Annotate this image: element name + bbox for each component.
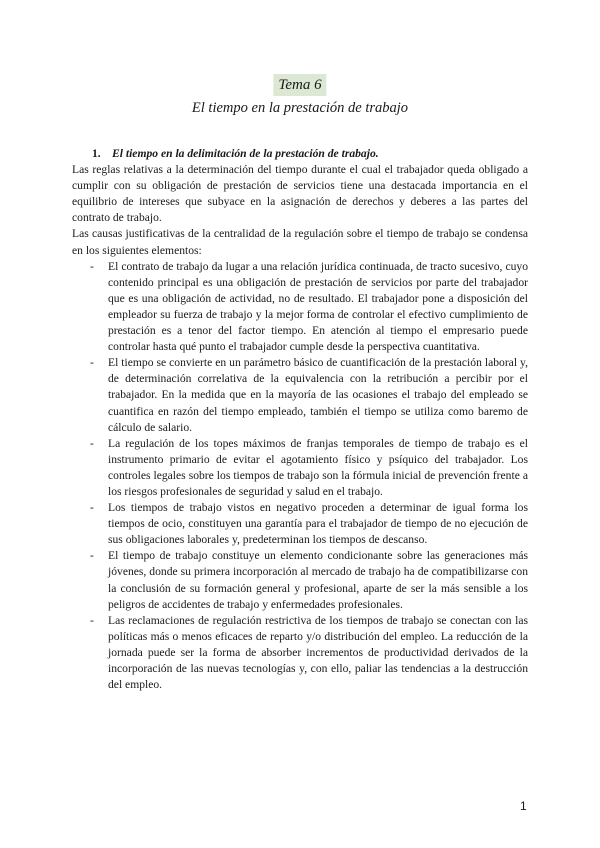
document-subtitle: El tiempo en la prestación de trabajo [191,100,409,116]
list-item [72,613,528,693]
bullet-dash: - [90,501,94,515]
list-item-text: Las reclamaciones de regulación restrictiva de los tiempos de trabajo se conectan con las políticas más o menos eficaces de reparto y/o distribución del empleo. La reducción de la jornada puede ser la forma de absorber incrementos de productividad derivados de la incorporación de las nuevas tecnologías y, con ello, paliar las tendencias a la destrucción del empleo. [108,613,528,692]
list-item [72,548,528,612]
bullet-dash: - [90,259,94,273]
intro-paragraph: Las reglas relativas a la determinación del tiempo durante el cual el trabajador queda obligado a cumplir con su obligación de prestación de servicios tiene una destacada importancia en el equilibrio de intereses que subyace en la asignación de derechos y deberes a las partes del contrato de trabajo. [72,163,528,225]
list-item [72,436,528,500]
document-body [72,146,528,693]
causes-paragraph: Las causas justificativas de la centralidad de la regulación sobre el tiempo de trabajo se condensa en los siguientes elementos: [72,227,528,257]
list-item-text: El tiempo se convierte en un parámetro básico de cuantificación de la prestación laboral y, de determinación correlativa de la equivalencia con la retribución a percibir por el trabajador. En la medida que en la mayoría de las ocasiones el trabajo del empleado se cuantifica en razón del tiempo empleado, también el tiempo se utiliza como baremo de cálculo de salario. [108,356,528,434]
list-item [72,259,528,356]
list-item-text: Los tiempos de trabajo vistos en negativo proceden a determinar de igual forma los tiempos de ocio, constituyen una garantía para el trabajador de tiempo de no ejecución de sus obligaciones laborales y, predeterminan los tiempos de descanso. [108,501,528,547]
section-title: El tiempo en la delimitación de la prestación de trabajo. [112,147,379,160]
list-item-text: La regulación de los topes máximos de franjas temporales de tiempo de trabajo es el instrumento primario de evitar el agotamiento físico y psíquico del trabajador. Los controles legales sobre los tiempos de trabajo son la fórmula inicial de prevención frente a los riesgos profesionales de seguridad y salud en el trabajo. [108,436,528,498]
bullet-dash: - [90,549,94,563]
bullet-dash: - [90,356,94,370]
causes-list [72,259,528,694]
list-item-text: El contrato de trabajo da lugar a una relación jurídica continuada, de tracto sucesivo, cuyo contenido principal es una obligación de prestación de servicios por parte del trabajador que es una obligación de actividad, no de resultado. El trabajador pone a disposición del empleador su fuerza de trabajo y la mejor forma de controlar el efectivo cumplimiento de prestación es a tenor del factor tiempo. En atención al tiempo el empresario puede controlar hasta qué punto el trabajador cumple desde la perspectiva cuantitativa. [108,259,528,354]
topic-title: Tema 6 [273,74,326,96]
bullet-dash: - [90,436,94,450]
list-item-text: El tiempo de trabajo constituye un elemento condicionante sobre las generaciones más jóvenes, donde su primera incorporación al mercado de trabajo ha de compatibilizarse con la conclusión de su formación general y profesional, aparte de ser la más sensible a los peligros de accidentes de trabajo y enfermedades profesionales. [108,549,528,611]
bullet-dash: - [90,613,94,627]
list-item [72,500,528,548]
page-number: 1 [520,799,527,813]
section-heading [72,146,528,162]
section-number: 1. [92,147,101,160]
list-item [72,355,528,435]
